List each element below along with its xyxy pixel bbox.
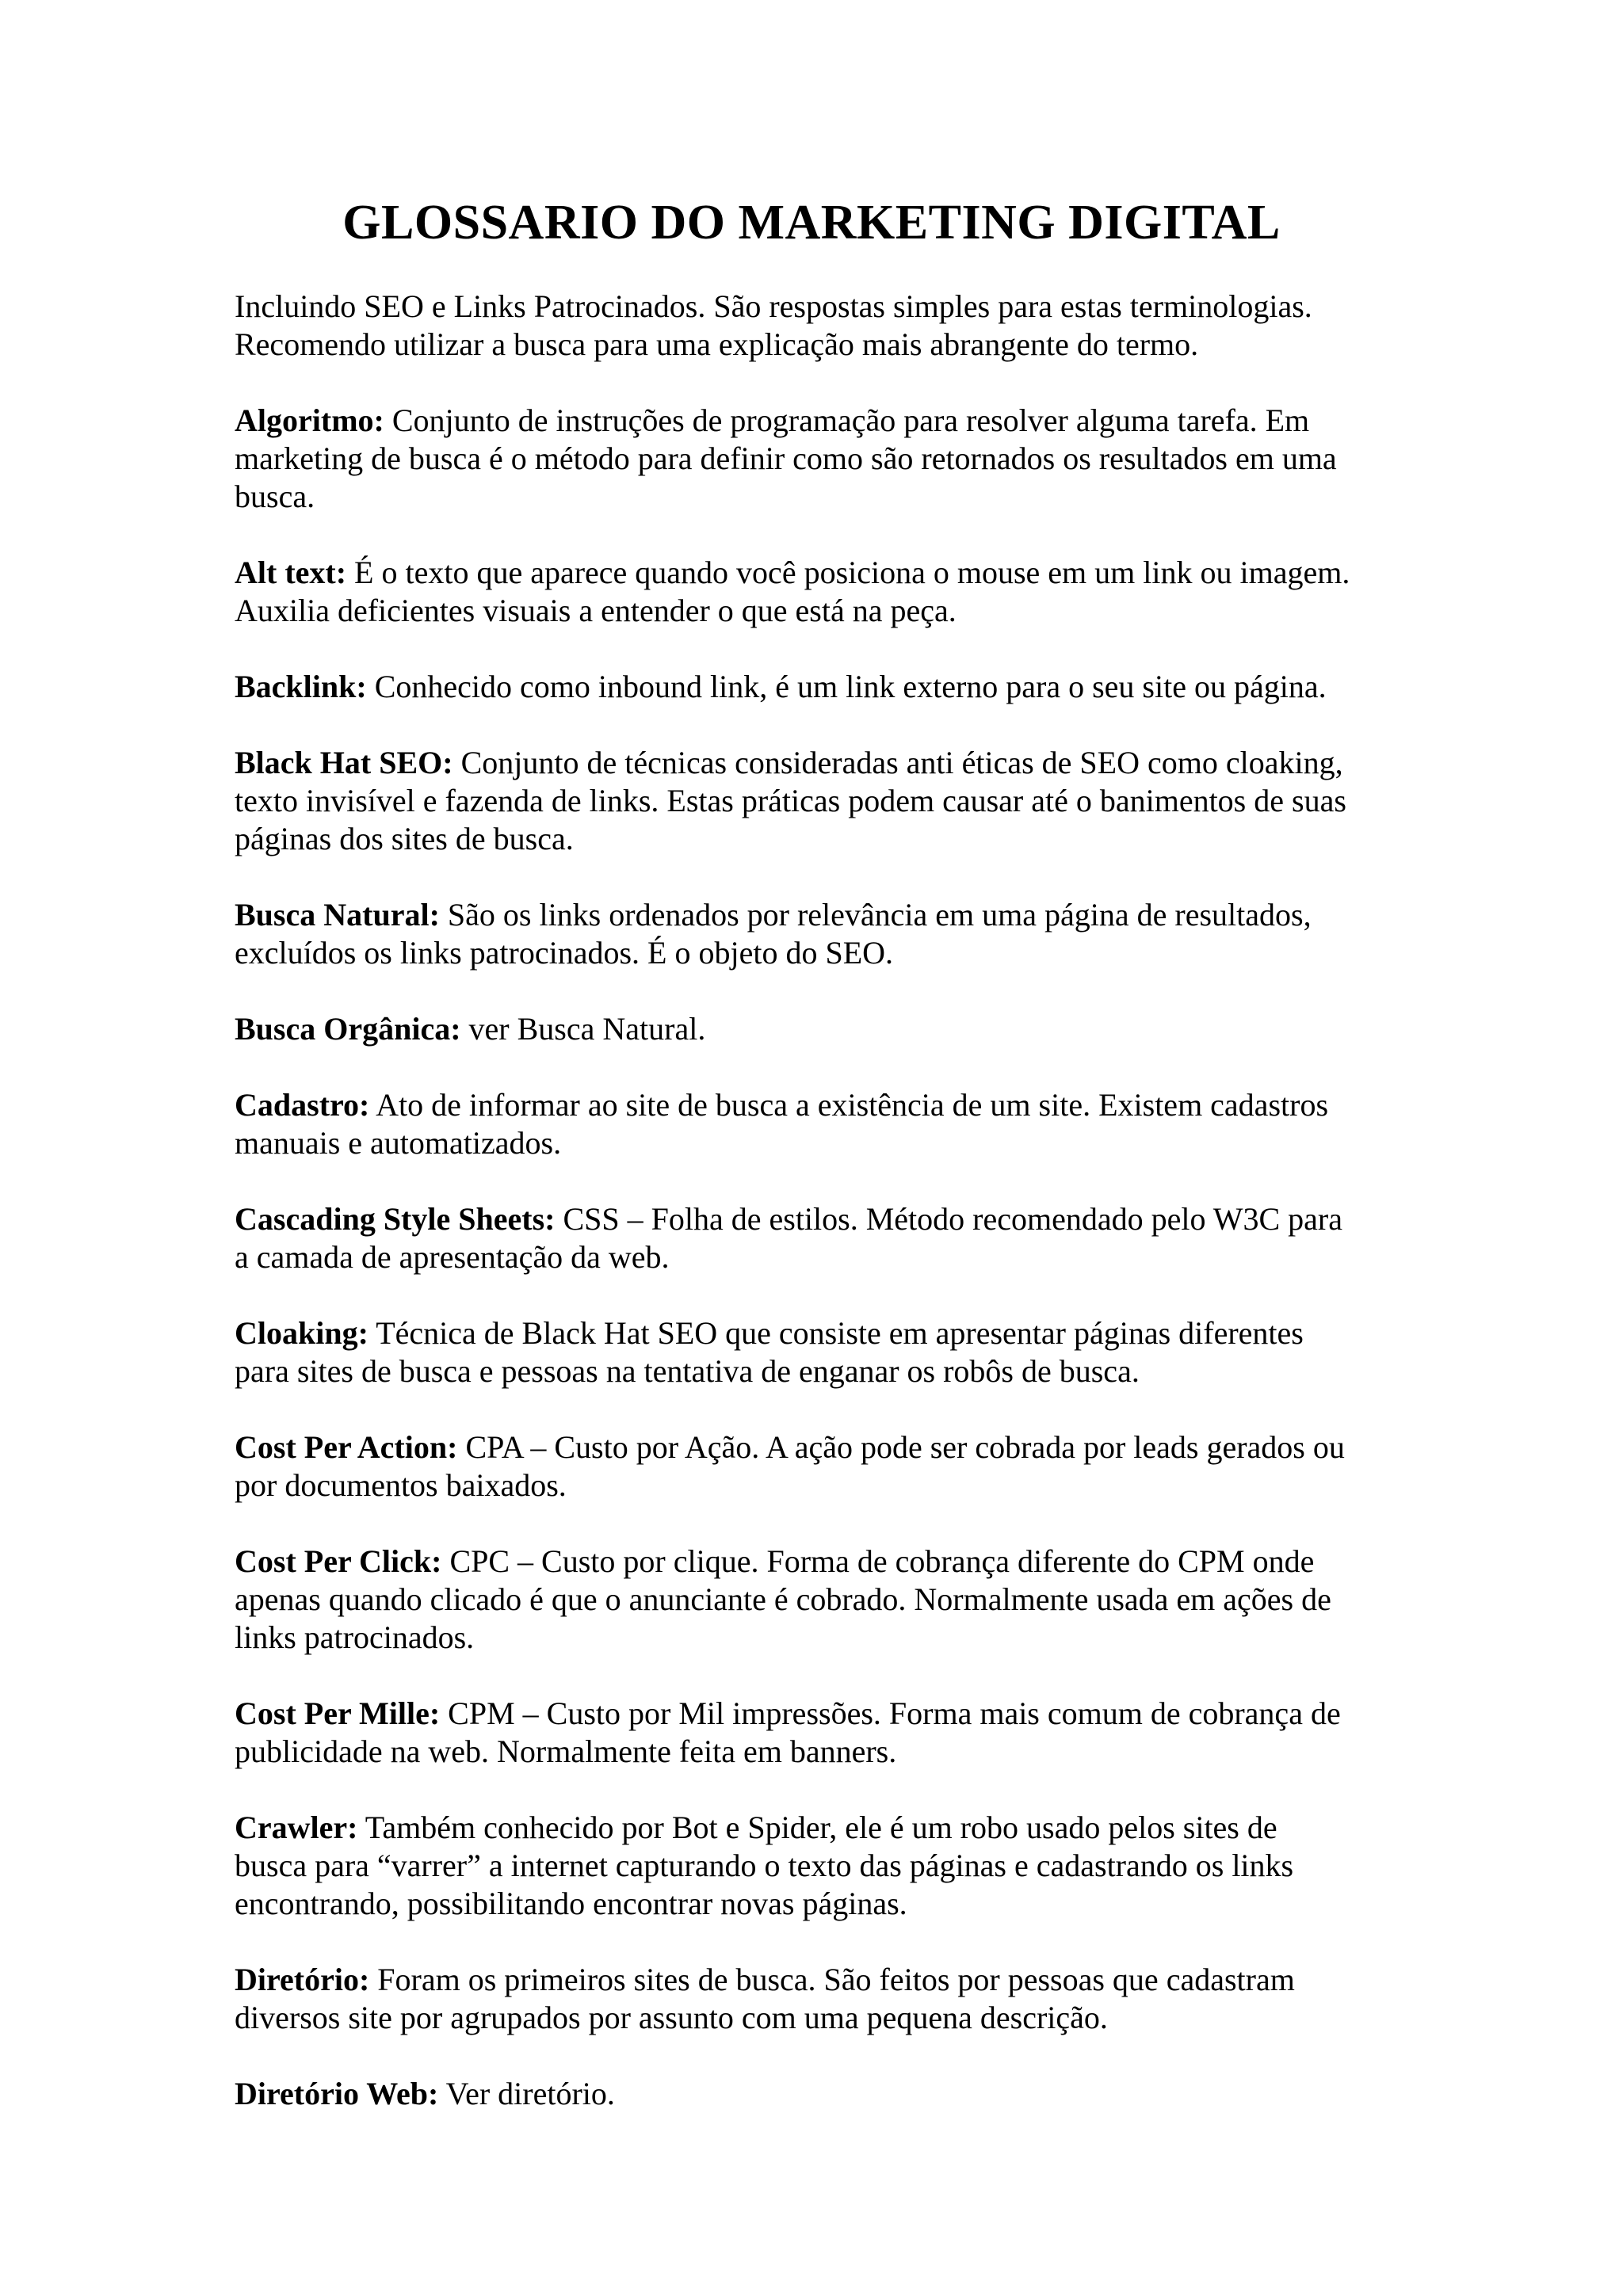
glossary-entry-busca-organica bbox=[235, 1010, 1423, 1048]
glossary-term: Algoritmo: bbox=[235, 402, 384, 438]
entry-line bbox=[235, 1314, 1423, 1352]
entry-line bbox=[235, 554, 1423, 592]
entry-line: marketing de busca é o método para definir como são retornados os resultados em uma bbox=[235, 441, 1337, 476]
entry-line: páginas dos sites de busca. bbox=[235, 821, 574, 856]
glossary-definition: CPC – Custo por clique. Forma de cobrança diferente do CPM onde bbox=[441, 1543, 1315, 1579]
entry-line bbox=[235, 1695, 1423, 1733]
glossary-entry-alt-text bbox=[235, 554, 1423, 630]
glossary-term: Alt text: bbox=[235, 555, 347, 590]
entry-line bbox=[235, 1961, 1423, 1999]
glossary-term: Crawler: bbox=[235, 1810, 358, 1845]
glossary-definition: É o texto que aparece quando você posiciona o mouse em um link ou imagem. bbox=[346, 555, 1350, 590]
glossary-definition: Conhecido como inbound link, é um link externo para o seu site ou página. bbox=[366, 669, 1327, 704]
entry-line: por documentos baixados. bbox=[235, 1467, 567, 1503]
entry-line: publicidade na web. Normalmente feita em banners. bbox=[235, 1733, 897, 1769]
entry-line: busca. bbox=[235, 479, 315, 514]
glossary-definition: Foram os primeiros sites de busca. São feitos por pessoas que cadastram bbox=[369, 1962, 1295, 1997]
glossary-term: Cost Per Mille: bbox=[235, 1695, 441, 1731]
glossary-term: Diretório: bbox=[235, 1962, 370, 1997]
entry-line: links patrocinados. bbox=[235, 1619, 475, 1655]
glossary-entry-cadastro bbox=[235, 1086, 1423, 1162]
entry-line bbox=[235, 1809, 1423, 1847]
glossary-entry-backlink bbox=[235, 668, 1423, 706]
glossary-definition: ver Busca Natural. bbox=[460, 1011, 706, 1047]
entry-line: busca para “varrer” a internet capturando o texto das páginas e cadastrando os links bbox=[235, 1848, 1294, 1883]
entry-line bbox=[235, 2075, 1423, 2113]
glossary-entry-crawler bbox=[235, 1809, 1423, 1923]
entry-line bbox=[235, 744, 1423, 782]
document-body bbox=[235, 288, 1423, 2151]
entry-line bbox=[235, 1428, 1423, 1466]
glossary-definition: Técnica de Black Hat SEO que consiste em apresentar páginas diferentes bbox=[368, 1315, 1304, 1351]
glossary-entry-algoritmo bbox=[235, 402, 1423, 516]
glossary-definition: CPM – Custo por Mil impressões. Forma mais comum de cobrança de bbox=[440, 1695, 1341, 1731]
glossary-definition: São os links ordenados por relevância em uma página de resultados, bbox=[439, 897, 1312, 933]
glossary-entry-cloaking bbox=[235, 1314, 1423, 1390]
glossary-entry-diretorio-web bbox=[235, 2075, 1423, 2113]
glossary-entry-cost-per-click bbox=[235, 1543, 1423, 1657]
entry-line bbox=[235, 896, 1423, 934]
entry-line bbox=[235, 1010, 1423, 1048]
entry-line bbox=[235, 668, 1423, 706]
glossary-term: Black Hat SEO: bbox=[235, 745, 453, 780]
document-title: GLOSSARIO DO MARKETING DIGITAL bbox=[342, 196, 1281, 250]
glossary-definition: CPA – Custo por Ação. A ação pode ser cobrada por leads gerados ou bbox=[457, 1429, 1345, 1465]
glossary-entry-cost-per-mille bbox=[235, 1695, 1423, 1771]
glossary-term: Backlink: bbox=[235, 669, 367, 704]
entry-line bbox=[235, 1086, 1423, 1124]
glossary-definition: CSS – Folha de estilos. Método recomendado pelo W3C para bbox=[555, 1201, 1343, 1237]
glossary-entry-busca-natural bbox=[235, 896, 1423, 972]
glossary-definition: Também conhecido por Bot e Spider, ele é um robo usado pelos sites de bbox=[357, 1810, 1277, 1845]
glossary-entry-cost-per-action bbox=[235, 1428, 1423, 1505]
entry-line: apenas quando clicado é que o anunciante é cobrado. Normalmente usada em ações de bbox=[235, 1581, 1331, 1617]
glossary-definition: Ver diretório. bbox=[438, 2076, 615, 2111]
glossary-definition: Conjunto de técnicas consideradas anti éticas de SEO como cloaking, bbox=[453, 745, 1343, 780]
entry-line bbox=[235, 402, 1423, 440]
glossary-term: Cadastro: bbox=[235, 1087, 370, 1123]
glossary-term: Busca Orgânica: bbox=[235, 1011, 461, 1047]
glossary-term: Busca Natural: bbox=[235, 897, 440, 933]
entry-line bbox=[235, 1543, 1423, 1581]
intro-line: Incluindo SEO e Links Patrocinados. São respostas simples para estas terminologias. bbox=[235, 288, 1312, 324]
entry-line: a camada de apresentação da web. bbox=[235, 1239, 670, 1275]
glossary-term: Diretório Web: bbox=[235, 2076, 439, 2111]
entry-line: excluídos os links patrocinados. É o objeto do SEO. bbox=[235, 935, 894, 971]
glossary-definition: Conjunto de instruções de programação para resolver alguma tarefa. Em bbox=[384, 402, 1310, 438]
entry-line bbox=[235, 1200, 1423, 1238]
glossary-entry-black-hat-seo bbox=[235, 744, 1423, 858]
entry-line: texto invisível e fazenda de links. Estas práticas podem causar até o banimentos de suas bbox=[235, 783, 1346, 818]
entry-line: manuais e automatizados. bbox=[235, 1125, 562, 1161]
intro-line: Recomendo utilizar a busca para uma explicação mais abrangente do termo. bbox=[235, 326, 1199, 362]
glossary-term: Cost Per Click: bbox=[235, 1543, 442, 1579]
glossary-definition: Ato de informar ao site de busca a existência de um site. Existem cadastros bbox=[369, 1087, 1329, 1123]
entry-line: diversos site por agrupados por assunto com uma pequena descrição. bbox=[235, 2000, 1108, 2035]
glossary-term: Cascading Style Sheets: bbox=[235, 1201, 556, 1237]
entry-line: Auxilia deficientes visuais a entender o que está na peça. bbox=[235, 593, 957, 628]
glossary-term: Cost Per Action: bbox=[235, 1429, 458, 1465]
entry-line: para sites de busca e pessoas na tentativa de enganar os robôs de busca. bbox=[235, 1353, 1140, 1389]
glossary-entry-diretorio bbox=[235, 1961, 1423, 2037]
entry-line: encontrando, possibilitando encontrar novas páginas. bbox=[235, 1886, 907, 1921]
glossary-entry-cascading-style-sheets bbox=[235, 1200, 1423, 1276]
glossary-term: Cloaking: bbox=[235, 1315, 369, 1351]
intro-paragraph bbox=[235, 288, 1423, 364]
